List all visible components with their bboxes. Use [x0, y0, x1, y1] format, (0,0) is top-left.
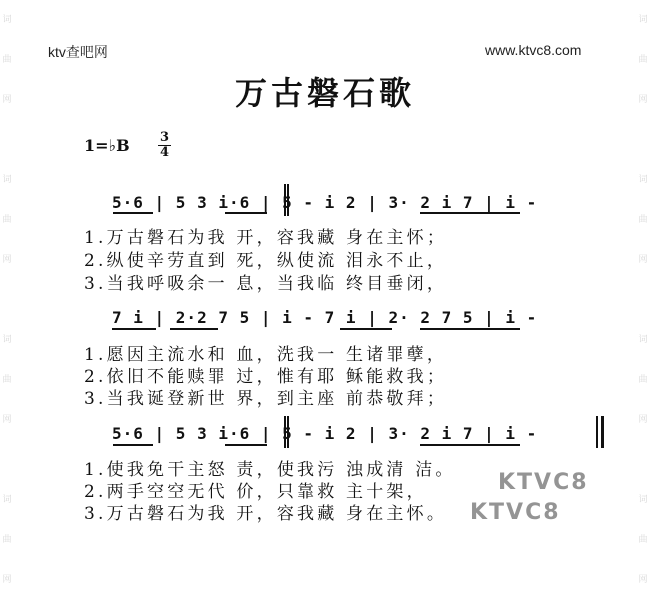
system2-beam — [112, 328, 156, 330]
system2-lyric-verse1: 1.愿因主流水和 血，洗我一 生诸罪孽， — [84, 345, 448, 365]
watermark-logo-bottom: KTVC8 — [470, 500, 561, 525]
system3-notes: 5·6 | 5 3 i·6 | 5 - i 2 | 3· 2 i 7 | i - — [112, 424, 538, 443]
time-signature-top: 3 — [160, 130, 170, 145]
system3-lyric-verse2: 2.两手空空无代 价，只靠救 主十架， — [84, 482, 427, 502]
system3-beam — [113, 444, 153, 446]
watermark-logo-top: KTVC8 — [498, 470, 589, 495]
system1-lyric-verse1: 1.万古磐石为我 开，容我藏 身在主怀； — [84, 228, 448, 248]
system1-lyric-verse3: 3.当我呼吸余一 息，当我临 终目垂闭， — [84, 274, 448, 294]
song-title: 万古磐石歌 — [234, 74, 415, 112]
side-watermark-right: 词 曲 网 词 曲 网 词 曲 网 词 曲 网 — [638, 15, 648, 585]
system1-lyric-verse2: 2.纵使辛劳直到 死，纵使流 泪永不止， — [84, 251, 448, 271]
time-signature — [158, 131, 171, 160]
system1-beam — [225, 212, 267, 214]
system3-final-bar-thin — [596, 416, 598, 448]
time-signature-bottom: 4 — [160, 145, 170, 160]
system2-beam — [420, 328, 520, 330]
system2-beam — [170, 328, 218, 330]
system3-beam — [225, 444, 267, 446]
system1-beam — [420, 212, 520, 214]
system2-beam — [340, 328, 392, 330]
system2-lyric-verse3: 3.当我诞登新世 界，到主座 前恭敬拜； — [84, 389, 448, 409]
system3-final-bar-thick — [601, 416, 604, 448]
side-watermark-left: 词 曲 网 词 曲 网 词 曲 网 词 曲 网 — [2, 15, 12, 585]
system1-beam — [113, 212, 153, 214]
system3-beam — [420, 444, 520, 446]
system2-notes: 7 i | 2·2 7 5 | i - 7 i | 2· 2 7 5 | i - — [112, 308, 538, 327]
system1-notes: 5·6 | 5 3 i·6 | 5 - i 2 | 3· 2 i 7 | i - — [112, 193, 538, 212]
system2-lyric-verse2: 2.依旧不能赎罪 过，惟有耶 稣能救我； — [84, 367, 448, 387]
site-url: www.ktvc8.com — [485, 42, 582, 58]
site-name: ktv查吧网 — [48, 44, 108, 60]
key-signature: 1=♭B — [84, 136, 130, 155]
system3-lyric-verse3: 3.万古磐石为我 开，容我藏 身在主怀。 — [84, 504, 448, 524]
system3-lyric-verse1: 1.使我免干主怒 责，使我污 浊成清 洁。 — [84, 460, 456, 480]
